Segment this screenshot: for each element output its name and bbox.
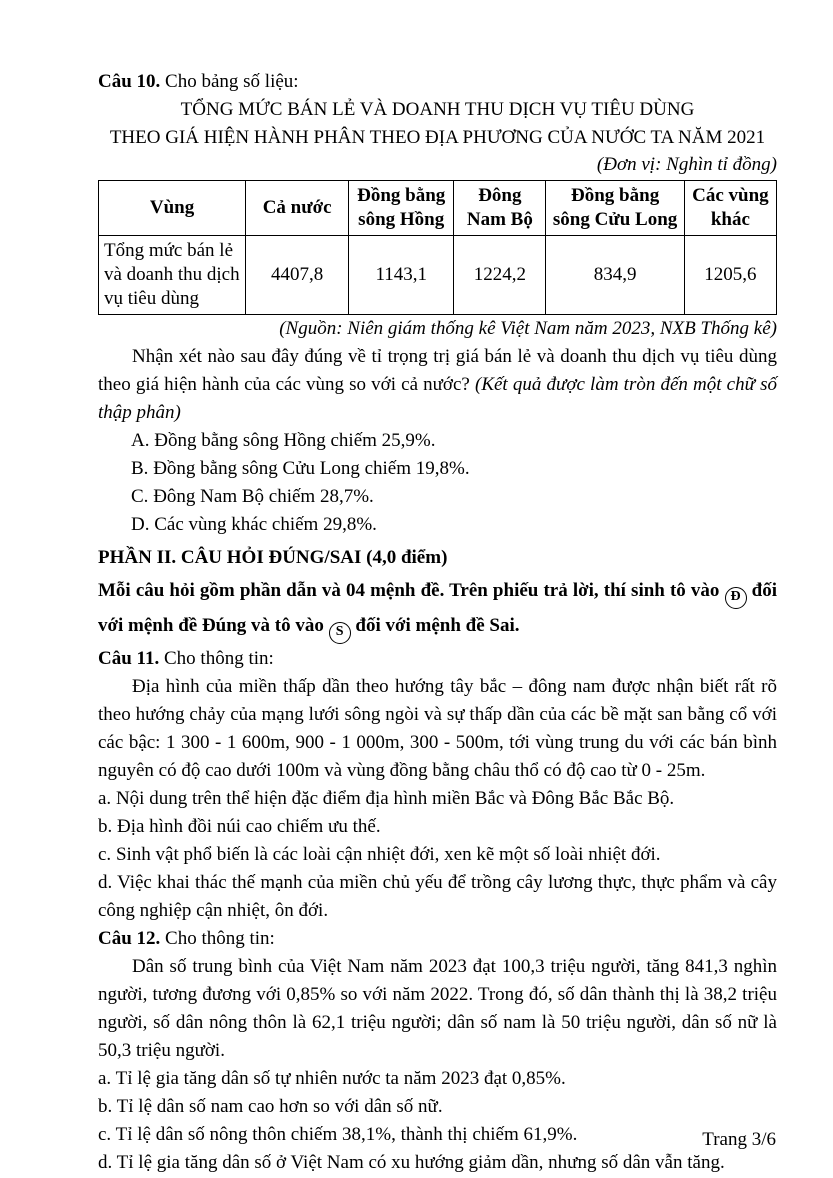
statement-11b-text: Địa hình đồi núi cao chiếm ưu thế.: [117, 816, 381, 837]
statement-12d-label: d.: [98, 1152, 113, 1173]
statement-12d-text: Tỉ lệ gia tăng dân số ở Việt Nam có xu hướng giảm dần, nhưng số dân vẫn tăng.: [116, 1152, 725, 1173]
option-c-text: Đông Nam Bộ chiếm 28,7%.: [153, 486, 374, 507]
question-12-intro-line: [98, 925, 777, 953]
table-unit-note: (Đơn vị: Nghìn tỉ đồng): [596, 154, 777, 175]
statement-11a-text: Nội dung trên thể hiện đặc điểm địa hình miền Bắc và Đông Bắc Bắc Bộ.: [115, 788, 675, 809]
question-12-passage: Dân số trung bình của Việt Nam năm 2023 đạt 100,3 triệu người, tăng 841,3 nghìn người, tương đương với 0,85% so với năm 2022. Trong đó, số dân thành thị là 38,2 triệu người, số dân nông thôn là 62,1 triệu người; dân số nam là 50 triệu người, dân số nữ là 50,3 triệu người.: [98, 956, 777, 1061]
option-b: [98, 455, 777, 483]
question-11-label: Câu 11.: [98, 648, 160, 669]
question-10-label: Câu 10.: [98, 71, 161, 92]
part2-instruction: [98, 574, 777, 644]
option-a-text: Đồng bằng sông Hồng chiếm 25,9%.: [154, 430, 436, 451]
mark-sai-badge: S: [329, 622, 351, 644]
question-10-text-block: [98, 343, 777, 427]
option-c-label: C.: [131, 486, 149, 507]
table-header-southeast: Đông Nam Bộ: [454, 181, 546, 236]
statement-11d-label: d.: [98, 872, 113, 893]
data-table: [98, 180, 777, 315]
statement-12b-label: b.: [98, 1096, 113, 1117]
option-d: [98, 511, 777, 539]
option-b-label: B.: [131, 458, 149, 479]
statement-11c: [98, 841, 777, 869]
statement-11a: [98, 785, 777, 813]
statement-12c: [98, 1121, 777, 1149]
statement-11d-text: Việc khai thác thế mạnh của miền chủ yếu để trồng cây lương thực, thực phẩm và cây công nghiệp cận nhiệt, ôn đới.: [98, 872, 777, 921]
statement-12d: [98, 1149, 777, 1177]
table-header-red-river-delta: Đồng bằng sông Hồng: [349, 181, 454, 236]
statement-11b-label: b.: [98, 816, 113, 837]
part2-instruction-text-1: Mỗi câu hỏi gồm phần dẫn và 04 mệnh đề. Trên phiếu trả lời, thí sinh tô vào: [98, 580, 720, 601]
table-header-other-regions: Các vùng khác: [684, 181, 776, 236]
option-a-label: A.: [131, 430, 150, 451]
option-a: [98, 427, 777, 455]
table-header-whole-country: Cả nước: [246, 181, 349, 236]
mark-dung-badge: Đ: [725, 587, 747, 609]
table-data-row: [99, 236, 777, 315]
statement-12a-text: Tỉ lệ gia tăng dân số tự nhiên nước ta năm 2023 đạt 0,85%.: [115, 1068, 566, 1089]
question-10-intro-line: [98, 68, 777, 96]
option-c: [98, 483, 777, 511]
statement-12a: [98, 1065, 777, 1093]
table-title-line2: THEO GIÁ HIỆN HÀNH PHÂN THEO ĐỊA PHƯƠNG CỦA NƯỚC TA NĂM 2021: [109, 127, 766, 148]
part2-instruction-text-2: đối với mệnh đề Đúng và tô vào: [98, 580, 778, 636]
table-value-red-river-delta: 1143,1: [349, 236, 454, 315]
statement-12a-label: a.: [98, 1068, 112, 1089]
table-value-whole-country: 4407,8: [246, 236, 349, 315]
statement-12c-text: Tỉ lệ dân số nông thôn chiếm 38,1%, thành thị chiếm 61,9%.: [115, 1124, 578, 1145]
statement-11a-label: a.: [98, 788, 112, 809]
question-11-intro: Cho thông tin:: [164, 648, 274, 669]
statement-12b: [98, 1093, 777, 1121]
page-number: Trang 3/6: [702, 1129, 776, 1150]
question-12-label: Câu 12.: [98, 928, 161, 949]
question-12-intro: Cho thông tin:: [165, 928, 275, 949]
table-row-label: Tổng mức bán lẻ và doanh thu dịch vụ tiêu dùng: [99, 236, 246, 315]
table-value-other-regions: 1205,6: [684, 236, 776, 315]
statement-12b-text: Tỉ lệ dân số nam cao hơn so với dân số nữ.: [116, 1096, 443, 1117]
question-10-text: Nhận xét nào sau đây đúng về tỉ trọng trị giá bán lẻ và doanh thu dịch vụ tiêu dùng theo giá hiện hành của các vùng so với cả nước?: [98, 346, 777, 395]
table-title-line1: TỔNG MỨC BÁN LẺ VÀ DOANH THU DỊCH VỤ TIÊU DÙNG: [180, 99, 695, 120]
question-10-rounding-note: (Kết quả được làm tròn đến một chữ số thập phân): [98, 374, 777, 423]
statement-11c-text: Sinh vật phổ biến là các loài cận nhiệt đới, xen kẽ một số loài nhiệt đới.: [115, 844, 661, 865]
part2-instruction-text-3: đối với mệnh đề Sai.: [355, 615, 520, 636]
table-source-note: (Nguồn: Niên giám thống kê Việt Nam năm 2023, NXB Thống kê): [279, 318, 777, 339]
table-value-mekong-delta: 834,9: [546, 236, 684, 315]
part2-heading: PHẦN II. CÂU HỎI ĐÚNG/SAI (4,0 điểm): [98, 547, 448, 568]
statement-11d: [98, 869, 777, 925]
question-11-intro-line: [98, 645, 777, 673]
statement-11b: [98, 813, 777, 841]
statement-11c-label: c.: [98, 844, 112, 865]
statement-12c-label: c.: [98, 1124, 112, 1145]
question-10-intro: Cho bảng số liệu:: [165, 71, 299, 92]
option-b-text: Đồng bằng sông Cửu Long chiếm 19,8%.: [153, 458, 470, 479]
table-header-mekong-delta: Đồng bằng sông Cửu Long: [546, 181, 684, 236]
table-value-southeast: 1224,2: [454, 236, 546, 315]
table-header-row: [99, 181, 777, 236]
question-11-passage: Địa hình của miền thấp dần theo hướng tây bắc – đông nam được nhận biết rất rõ theo hướng chảy của mạng lưới sông ngòi và sự thấp dần của các bề mặt san bằng cổ với các bậc: 1 300 - 1 600m, 900 - 1 000m, 300 - 500m, tới vùng trung du với các bán bình nguyên có độ cao dưới 100m và vùng đồng bằng châu thổ có độ cao từ 0 - 25m.: [98, 676, 777, 781]
option-d-text: Các vùng khác chiếm 29,8%.: [154, 514, 377, 535]
option-d-label: D.: [131, 514, 150, 535]
table-header-region: Vùng: [99, 181, 246, 236]
